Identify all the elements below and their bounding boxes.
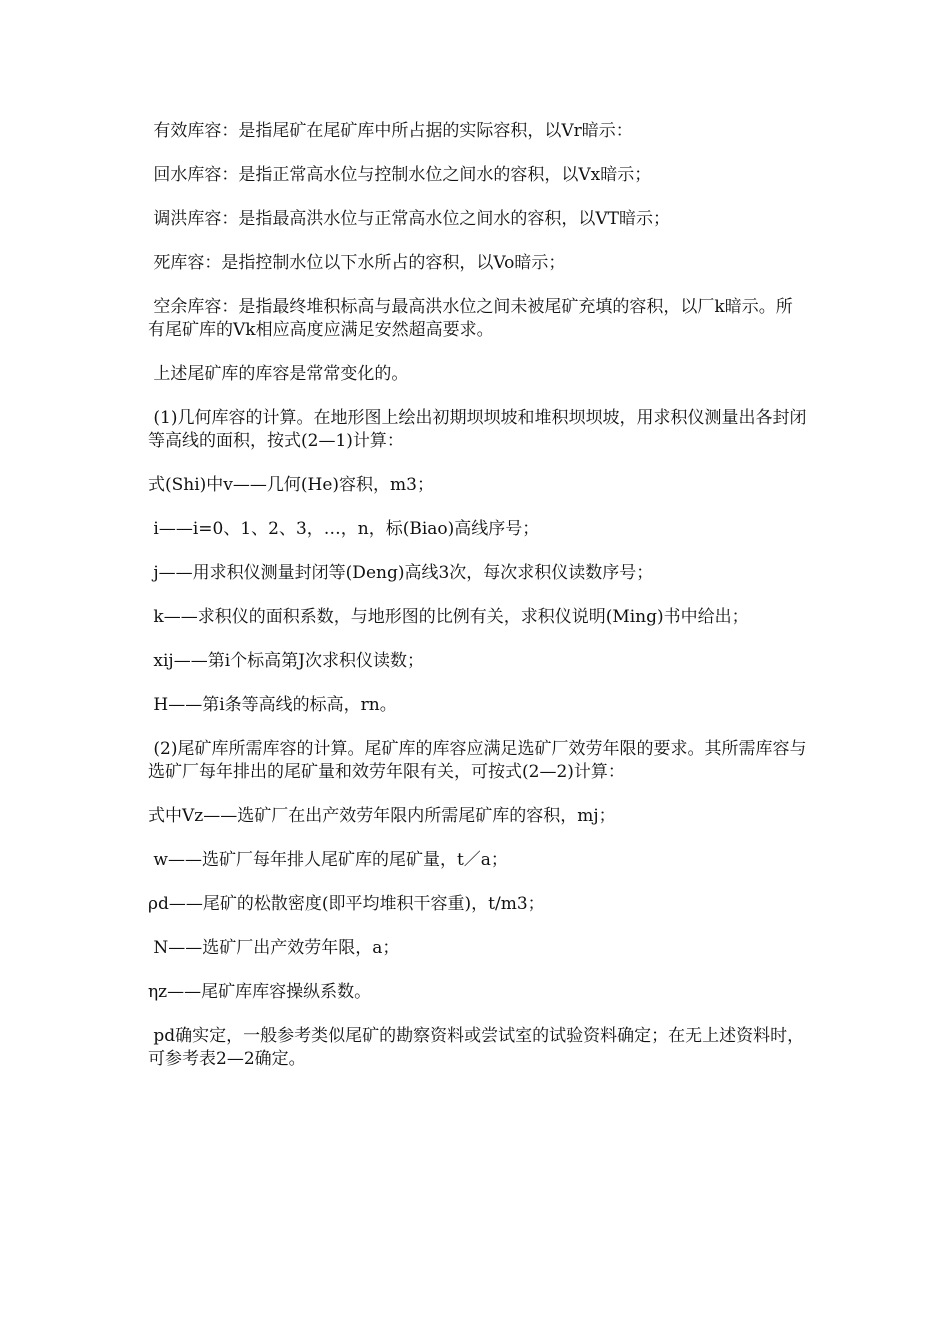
formula-variable-w: w——选矿厂每年排人尾矿库的尾矿量，t／a； (148, 850, 508, 870)
formula-variable-k: k——求积仪的面积系数，与地形图的比例有关，求积仪说明(Ming)书中给出； (148, 607, 749, 627)
document-body (148, 120, 808, 1092)
paragraph-capacity-changes: 上述尾矿库的库容是常常变化的。 (148, 364, 409, 384)
formula-variable-v: 式(Shi)中v——几何(He)容积，m3； (148, 475, 434, 495)
formula-variable-i: i——i=0、1、2、3，…，n，标(Biao)高线序号； (148, 519, 540, 539)
formula-variable-n: N——选矿厂出产效劳年限，a； (148, 938, 400, 958)
formula-variable-eta-z: ηz——尾矿库库容操纵系数。 (148, 982, 372, 1002)
formula-variable-xij: xij——第i个标高第J次求积仪读数； (148, 651, 424, 671)
paragraph-dead-capacity: 死库容：是指控制水位以下水所占的容积，以Vo暗示； (148, 253, 566, 273)
paragraph-geometric-capacity: (1)几何库容的计算。在地形图上绘出初期坝坝坡和堆积坝坝坡，用求积仪测量出各封闭等高线的面积，按式(2—1)计算： (148, 408, 807, 451)
paragraph-density-determination: pd确实定，一般参考类似尾矿的勘察资料或尝试室的试验资料确定；在无上述资料时，可参考表2—2确定。 (148, 1026, 805, 1069)
paragraph-effective-capacity: 有效库容：是指尾矿在尾矿库中所占据的实际容积，以Vr暗示： (148, 121, 633, 141)
paragraph-spare-capacity: 空余库容：是指最终堆积标高与最高洪水位之间未被尾矿充填的容积，以厂k暗示。所有尾矿库的Vk相应高度应满足安然超高要求。 (148, 297, 793, 340)
formula-variable-j: j——用求积仪测量封闭等(Deng)高线3次，每次求积仪读数序号； (148, 563, 654, 583)
formula-variable-h: H——第i条等高线的标高，rn。 (148, 695, 397, 715)
formula-variable-rho-d: ρd——尾矿的松散密度(即平均堆积干容重)，t/m3； (148, 894, 545, 914)
paragraph-required-capacity: (2)尾矿库所需库容的计算。尾矿库的库容应满足选矿厂效劳年限的要求。其所需库容与选矿厂每年排出的尾矿量和效劳年限有关，可按式(2—2)计算： (148, 739, 807, 782)
paragraph-flood-regulation-capacity: 调洪库容：是指最高洪水位与正常高水位之间水的容积，以VT暗示； (148, 209, 671, 229)
paragraph-return-water-capacity: 回水库容：是指正常高水位与控制水位之间水的容积，以Vx暗示； (148, 165, 652, 185)
formula-variable-vz: 式中Vz——选矿厂在出产效劳年限内所需尾矿库的容积，mj； (148, 806, 616, 826)
